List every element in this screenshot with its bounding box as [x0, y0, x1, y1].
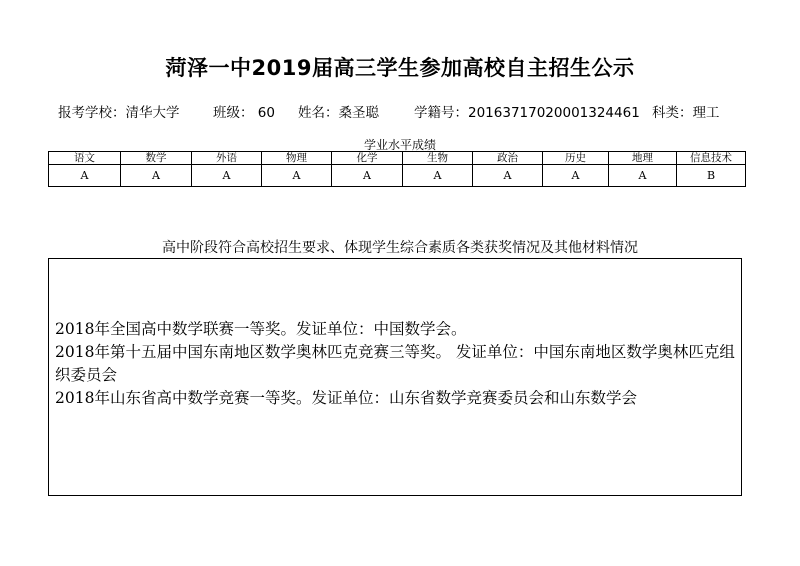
awards-caption: 高中阶段符合高校招生要求、体现学生综合素质各类获奖情况及其他材料情况 [162, 240, 638, 256]
category-field: 科类：理工 [652, 105, 720, 121]
subject-header: 语文 [49, 152, 121, 165]
award-item: 2018年第十五届中国东南地区数学奥林匹克竞赛三等奖。 发证单位：中国东南地区数学奥林匹克组织委员会 [55, 343, 735, 384]
score-cell: A [543, 165, 609, 187]
score-cell: A [332, 165, 403, 187]
subject-header: 历史 [543, 152, 609, 165]
subject-header: 外语 [192, 152, 262, 165]
subject-header: 地理 [609, 152, 677, 165]
subject-header: 政治 [473, 152, 543, 165]
awards-list [55, 318, 739, 410]
subject-header: 数学 [121, 152, 192, 165]
class-field: 班级： 60 [213, 105, 275, 121]
subject-header: 信息技术 [677, 152, 746, 165]
page-title: 菏泽一中2019届高三学生参加高校自主招生公示 [165, 56, 635, 80]
score-cell: A [403, 165, 473, 187]
grades-table [48, 151, 746, 187]
grades-caption: 学业水平成绩 [363, 138, 436, 152]
score-cell: A [192, 165, 262, 187]
award-item: 2018年山东省高中数学竞赛一等奖。发证单位：山东省数学竞赛委员会和山东数学会 [55, 389, 637, 407]
grades-header-row [49, 152, 746, 165]
name-field: 姓名：桑圣聪 [298, 105, 379, 121]
subject-header: 生物 [403, 152, 473, 165]
score-cell: A [262, 165, 332, 187]
award-item: 2018年全国高中数学联赛一等奖。发证单位：中国数学会。 [55, 320, 467, 338]
score-cell: A [609, 165, 677, 187]
score-cell: A [121, 165, 192, 187]
score-cell: A [473, 165, 543, 187]
grades-score-row [49, 165, 746, 187]
awards-box [48, 258, 742, 496]
student-id-field: 学籍号：20163717020001324461 [414, 105, 640, 121]
subject-header: 化学 [332, 152, 403, 165]
school-field: 报考学校：清华大学 [58, 105, 180, 121]
score-cell: A [49, 165, 121, 187]
subject-header: 物理 [262, 152, 332, 165]
score-cell: B [677, 165, 746, 187]
